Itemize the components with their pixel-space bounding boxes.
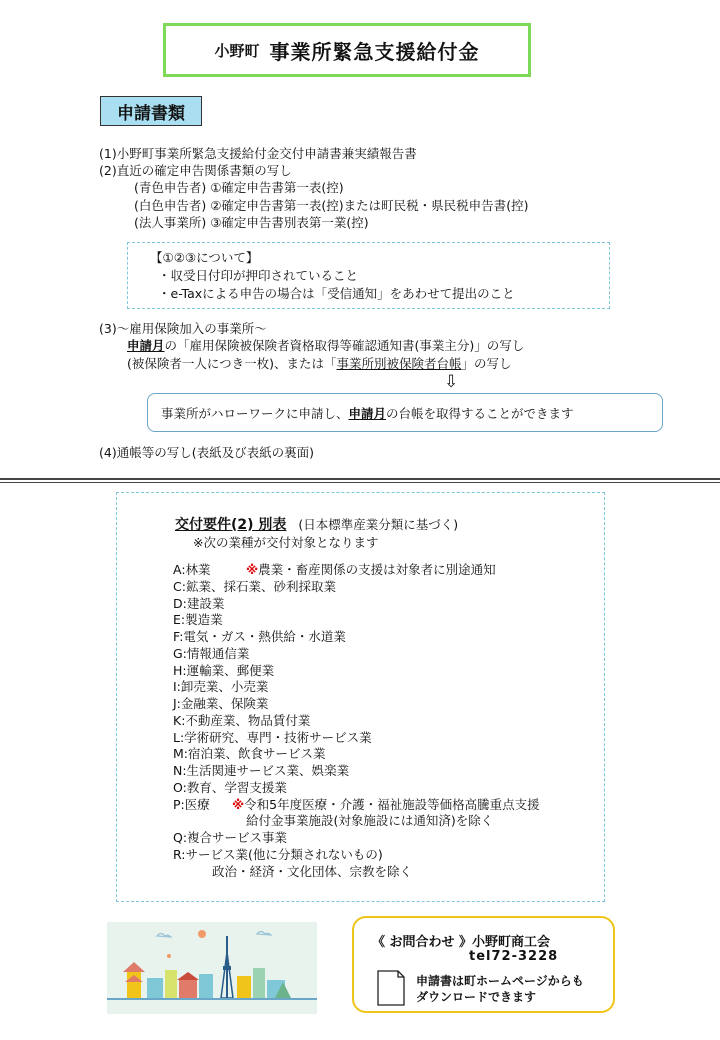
contact-download-note (416, 973, 584, 1005)
doc-item-1: (1)小野町事業所緊急支援給付金交付申請書兼実績報告書 (99, 146, 417, 161)
hellowork-month-label: 申請月 (348, 405, 387, 421)
industry-p-note (232, 797, 540, 814)
document-icon (376, 969, 406, 1007)
industry-a (173, 562, 211, 579)
doc-item-3: (3)～雇用保険加入の事業所～ (99, 321, 267, 336)
industry-p-note-text-1: 令和5年度医療・介護・福祉施設等価格高騰重点支援 (244, 797, 540, 812)
industry-k: K:不動産業、物品賃付業 (173, 713, 311, 728)
city-illustration (107, 922, 317, 1014)
doc-item-3-line-2 (127, 355, 512, 372)
requirements-lead: ※次の業種が交付対象となります (193, 535, 379, 550)
industry-o: O:教育、学習支援業 (173, 780, 287, 795)
industry-a-label: A:林業 (173, 562, 211, 577)
doc-item-2: (2)直近の確定申告関係書類の写し (99, 163, 292, 178)
hellowork-text-a: 事業所がハローワークに申請し、 (161, 405, 349, 421)
hellowork-box (147, 393, 663, 432)
town-name: 小野町 (214, 41, 260, 60)
requirements-title-sub: (日本標準産業分類に基づく) (298, 517, 459, 532)
page-title: 事業所緊急支援給付金 (269, 39, 480, 64)
contact-download-line-1: 申請書は町ホームページからも (416, 974, 584, 988)
industry-m: M:宿泊業、飲食サービス業 (173, 746, 326, 761)
industry-r: R:サービス業(他に分類されないもの) (173, 847, 383, 862)
contact-box (352, 916, 615, 1013)
industry-d: D:建設業 (173, 596, 225, 611)
divider (0, 482, 720, 483)
item3-line2-text-a: (被保険者一人につき一枚)、または「 (127, 356, 337, 371)
industry-p-note-2: 給付金事業施設(対象施設には通知済)を除く (246, 813, 494, 828)
industry-a-note-text: 農業・畜産関係の支援は対象者に別途通知 (258, 562, 496, 577)
industry-g: G:情報通信業 (173, 646, 250, 661)
note-heading: 【①②③について】 (150, 250, 259, 265)
doc-item-3-line-1 (127, 337, 524, 354)
requirements-title-text: 交付要件(2) 別表 (175, 517, 287, 533)
industry-j: J:金融業、保険業 (173, 696, 269, 711)
industry-h: H:運輸業、郵便業 (173, 663, 275, 678)
doc-sub-1: (青色申告者) ①確定申告書第一表(控) (134, 180, 344, 195)
application-month-label: 申請月 (127, 338, 165, 353)
industry-e: E:製造業 (173, 612, 223, 627)
doc-item-4: (4)通帳等の写し(表紙及び表紙の裏面) (99, 445, 314, 460)
doc-sub-3: (法人事業所) ③確定申告書別表第一業(控) (134, 215, 369, 230)
item3-line1-text: の「雇用保険被保険者資格取得等確認通知書(事業主分)」の写し (164, 338, 525, 353)
industry-q: Q:複合サービス事業 (173, 830, 288, 845)
hellowork-text-c: の台帳を取得することができます (386, 405, 574, 421)
contact-tel: tel72-3228 (469, 949, 559, 964)
note-line-2: ・e-Taxによる申告の場合は「受信通知」をあわせて提出のこと (158, 286, 515, 301)
industry-n: N:生活関連サービス業、娯楽業 (173, 763, 350, 778)
industry-r-note: 政治・経済・文化団体、宗教を除く (212, 864, 413, 879)
doc-sub-2: (白色申告者) ②確定申告書第一表(控)または町民税・県民税申告書(控) (134, 198, 529, 213)
section-tag: 申請書類 (100, 96, 202, 126)
industry-f: F:電気・ガス・熱供給・水道業 (173, 629, 346, 644)
cityscape-icon (107, 922, 317, 1014)
down-arrow-icon: ⇩ (444, 372, 459, 392)
contact-download-line-2: ダウンロードできます (416, 990, 537, 1004)
title-box (163, 23, 531, 77)
note-mark: ※ (232, 797, 245, 812)
note-mark: ※ (246, 562, 259, 577)
industry-p: P:医療 (173, 797, 210, 812)
industry-c: C:鉱業、採石業、砂利採取業 (173, 579, 336, 594)
divider (0, 478, 720, 480)
industry-a-note (246, 562, 496, 579)
note-line-1: ・収受日付印が押印されていること (158, 268, 359, 283)
industry-l: L:学術研究、専門・技術サービス業 (173, 730, 372, 745)
ledger-label: 事業所別被保険者台帳 (336, 356, 462, 371)
industry-i: I:卸売業、小売業 (173, 679, 269, 694)
contact-heading: 《 お問合わせ 》小野町商工会 (372, 935, 551, 950)
item3-line2-text-c: 」の写し (461, 356, 512, 371)
requirements-title (175, 514, 458, 534)
